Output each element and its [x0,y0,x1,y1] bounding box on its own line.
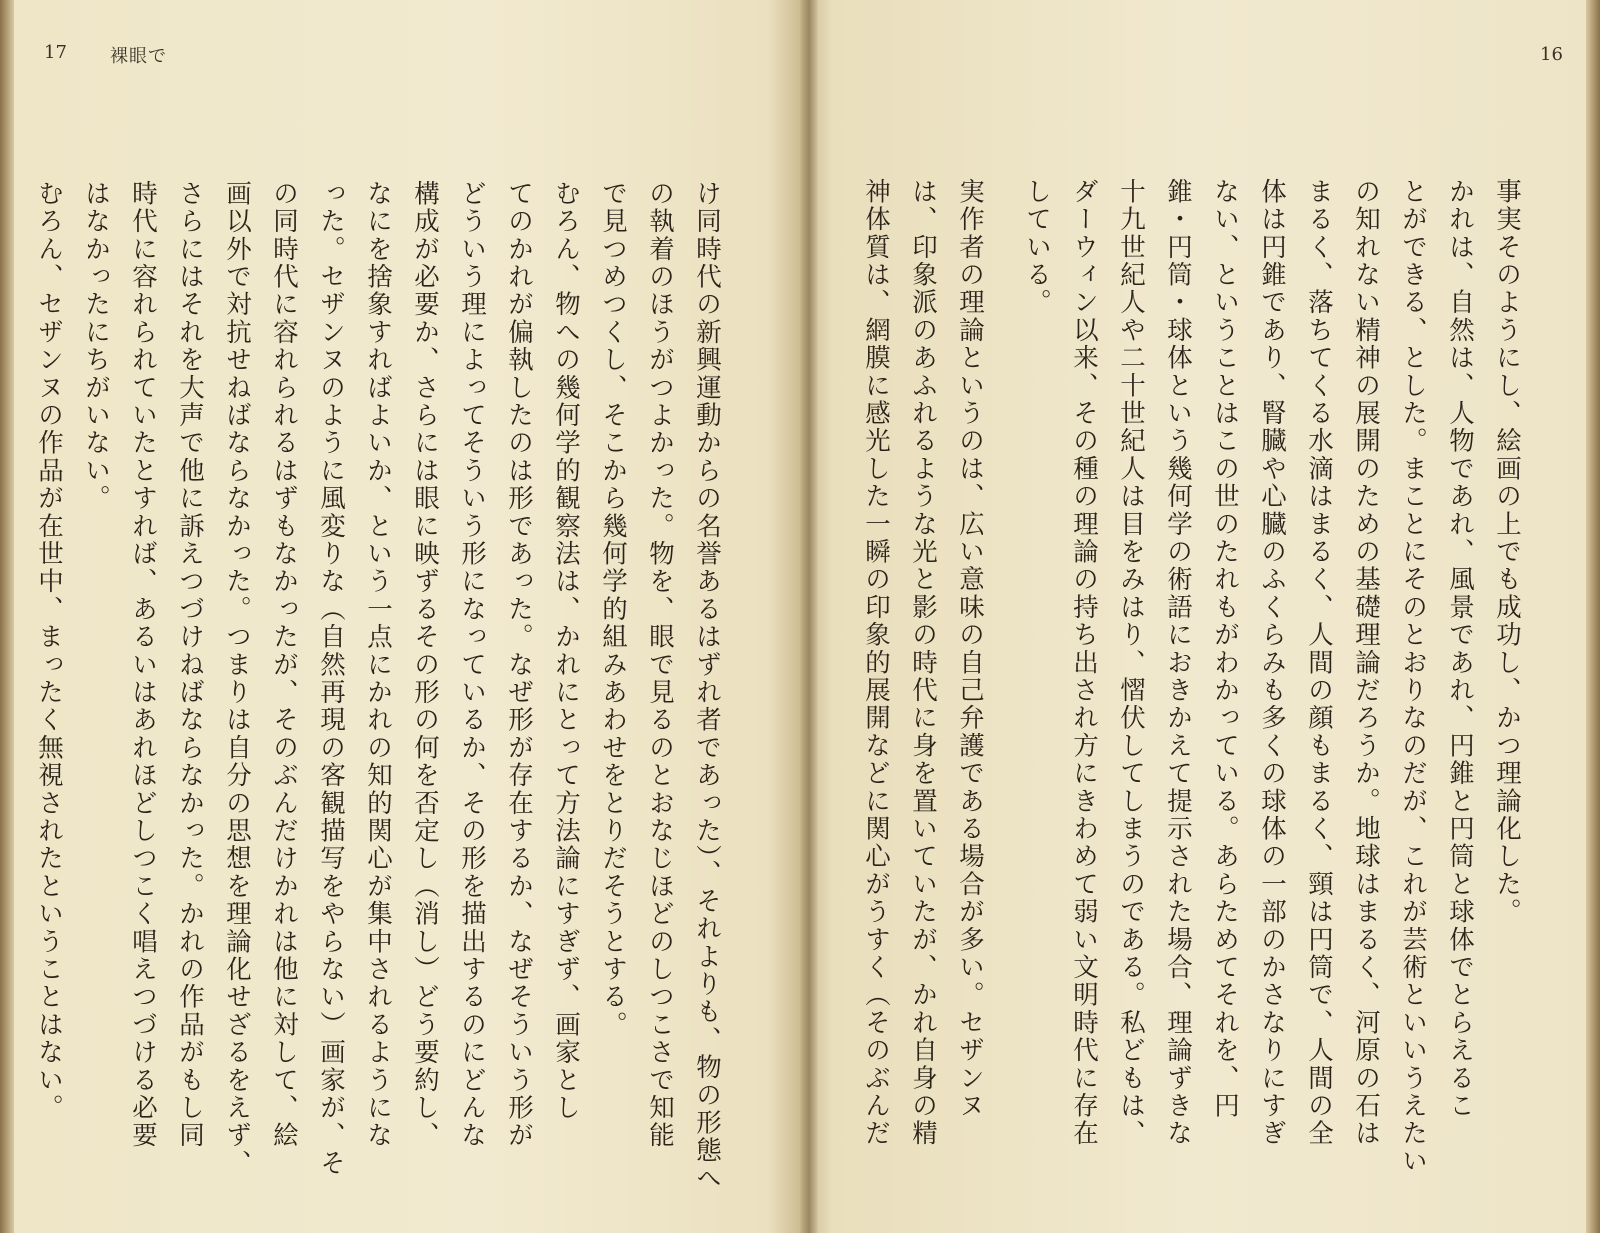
text-line: なにを捨象すればよいか、という一点にかれの知的関心が集中されるようにな [363,180,393,1150]
text-line: の執着のほうがつよかった。物を、眼で見るのとおなじほどのしつこさで知能 [645,180,675,1150]
text-line: は、印象派のあふれるような光と影の時代に身を置いていたが、かれ自身の精 [908,178,938,1148]
text-line: とができる、とした。まことにそのとおりなのだが、これが芸術といいうえたい [1398,178,1428,1176]
text-line: まるく、落ちてくる水滴はまるく、人間の顔もまるく、頸は円筒で、人間の全 [1304,178,1334,1148]
text-line: で見つめつくし、そこから幾何学的組みあわせをとりだそうとする。 [598,180,628,1039]
right-page-number: 16 [1540,44,1563,65]
text-line: むろん、物への幾何学的観察法は、かれにとって方法論にすぎず、画家とし [551,180,581,1122]
text-line: 構成が必要か、さらには眼に映ずるその形の何を否定し（消し）どう要約し、 [410,180,440,1150]
text-line: 体は円錐であり、腎臓や心臓のふくらみも多くの球体の一部のかさなりにすぎ [1257,178,1287,1148]
text-line: の同時代に容れられるはずもなかったが、そのぶんだけかれは他に対して、絵 [269,180,299,1150]
text-line: はなかったにちがいない。 [81,180,111,513]
paragraph-gap [993,178,1013,1178]
text-line: てのかれが偏執したのは形であった。なぜ形が存在するか、なぜそういう形が [504,180,534,1150]
running-head: 裸眼で [110,46,167,67]
left-page-edge [0,0,14,1233]
text-line: している。 [1022,178,1052,317]
text-line: どういう理によってそういう形になっているか、その形を描出するのにどんな [457,180,487,1150]
text-line: 画以外で対抗せねばならなかった。つまりは自分の思想を理論化せざるをえず、 [222,180,252,1178]
text-line: った。セザンヌのように風変りな（自然再現の客観描写をやらない）画家が、そ [316,180,346,1178]
text-line: 時代に容れられていたとすれば、あるいはあれほどしつこく唱えつづける必要 [128,180,158,1150]
text-line: 事実そのようにし、絵画の上でも成功し、かつ理論化した。 [1492,178,1522,926]
text-line: け同時代の新興運動からの名誉あるはずれ者であった）、それよりも、物の形態へ [692,180,722,1193]
text-line: 錐・円筒・球体という幾何学の術語におきかえて提示された場合、理論ずきな [1163,178,1193,1148]
text-line: 神体質は、網膜に感光した一瞬の印象的展開などに関心がうすく（そのぶんだ [861,178,891,1148]
text-line: 実作者の理論というのは、広い意味の自己弁護である場合が多い。セザンヌ [955,178,985,1120]
text-line: ダーウィン以来、その種の理論の持ち出され方にきわめて弱い文明時代に存在 [1069,178,1099,1148]
text-line: むろん、セザンヌの作品が在世中、まったく無視されたということはない。 [34,180,64,1122]
left-page-number: 17 [44,42,67,63]
book-gutter [800,0,818,1233]
right-page-body [861,178,1530,1178]
text-line: 十九世紀人や二十世紀人は目をみはり、慴伏してしまうのである。私どもは、 [1116,178,1146,1148]
right-page-edge [1586,0,1600,1233]
text-line: の知れない精神の展開のための基礎理論だろうか。地球はまるく、河原の石は [1351,178,1381,1148]
text-line: さらにはそれを大声で他に訴えつづけねばならなかった。かれの作品がもし同 [175,180,205,1150]
text-line: かれは、自然は、人物であれ、風景であれ、円錐と円筒と球体でとらえるこ [1445,178,1475,1120]
text-line: ない、ということはこの世のたれもがわかっている。あらためてそれを、円 [1210,178,1240,1120]
left-page-body [34,180,730,1193]
